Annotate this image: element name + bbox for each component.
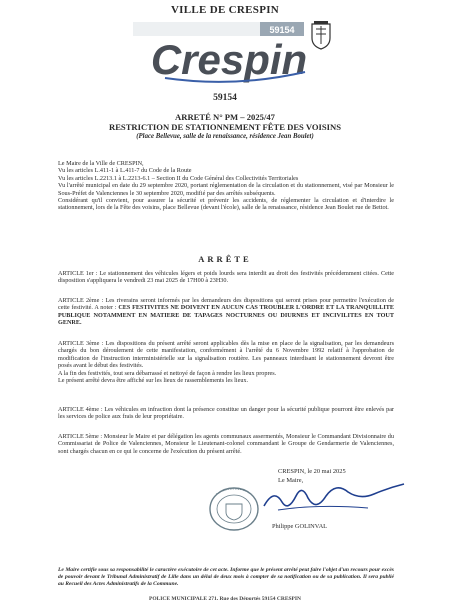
- postcode: 59154: [213, 93, 237, 103]
- arrete-title: [60, 112, 390, 132]
- article-4: ARTICLE 4ème : Les véhicules en infraction dont la présence constitue un danger pour la sécurité publique pourront être enlevés par les services de police aux frais de leur propriétaire.: [58, 406, 394, 421]
- article-3-display: Le présent arrêté devra être affiché sur les lieux de rassemblements les lieux.: [58, 377, 249, 385]
- arrete-number: ARRETÉ N° PM – 2025/47: [175, 112, 275, 122]
- article-3-text: ARTICLE 3ème : Les dispositions du présent arrêté seront applicables dès la mise en place de la signalisation, par les demandeurs chargés du bon déroulement de cette manifestation, conformément à l'arrêté du 6 Novembre 1992 relatif à l'approbation de modification de l'instruction interministérielle sur la signalisation routière. Les panneaux interdisant le stationnement devront être posés avant le début des festivités.: [58, 340, 394, 370]
- signature-role: Le Maire,: [278, 477, 304, 484]
- article-2-text: ARTICLE 2ème : Les riverains seront informés par les demandeurs des dispositions qui seront prises pour permettre l'exécution de cette festivité. A noter :: [58, 297, 394, 312]
- signature-place-date: CRESPIN, le 20 mai 2025: [278, 468, 346, 475]
- article-1: ARTICLE 1er : Le stationnement des véhicules légers et poids lourds sera interdit au droit des festivités précédemment citées. Cette disposition s'appliquera le vendredi 23 mai 2025 de 17H00 à 23H30.: [58, 270, 394, 285]
- mayor-signature: [258, 480, 418, 520]
- mayor-name: Philippe GOLINVAL: [272, 523, 328, 530]
- police-address: POLICE MUNICIPALE 271, Rue des Déportés 59154 CRESPIN: [148, 596, 302, 600]
- vu-arrete-2020: Vu l'arrêté municipal en date du 29 septembre 2020, portant réglementation de la circulation et du stationnement, visé par Monsieur le Sous-Préfet de Valenciennes le 30 septembre 2020, modifié par des arrêtés subséquents.: [58, 182, 394, 197]
- logo-code: 59154: [269, 25, 295, 35]
- coat-of-arms-icon: [312, 21, 330, 49]
- legal-footer: Le Maire certifie sous sa responsabilité le caractère exécutoire de cet acte. Informe que le présent arrêté peut faire l'objet d'un recours pour excès de pouvoir devant le Tribunal Administratif de Lille dans un délai de deux mois à compter de sa notification ou de sa publication. Il sera publié au Recueil des Actes Administratifs de la Commune.: [58, 567, 394, 587]
- mayor-line: Le Maire de la Ville de CRESPIN,: [58, 160, 144, 167]
- article-5: ARTICLE 5ème : Monsieur le Maire et par délégation les agents communaux assermentés, Monsieur le Commandant Divisionnaire du Commissariat de Police de Valenciennes, Monsieur le Lieutenant-colonel commandant le Groupe de Gendarmerie de Valenciennes, sont chargés chacun en ce qui le concerne de l'exécution du présent arrêté.: [58, 433, 394, 455]
- article-2-warning: CES FESTIVITES NE DOIVENT EN AUCUN CAS TROUBLER L'ORDRE ET LA TRANQUILLITE PUBLIQUE NOTAMMENT EN MATIERE DE TAPAGES NOCTURNES OU DIURNES ET INCIVILITES EN TOUT GENRE.: [58, 304, 395, 327]
- preamble: [58, 160, 394, 212]
- crespin-logo: [125, 16, 345, 91]
- article-3-cleanup: A la fin des festivités, tout sera débarrassé et nettoyé de façon à rendre les lieux propres.: [58, 369, 277, 377]
- article-3: [58, 340, 394, 384]
- arrete-heading: ARRÊTE: [198, 254, 252, 264]
- logo-word: Crespin: [150, 36, 308, 83]
- official-stamp-icon: [206, 484, 262, 534]
- arrete-location: (Place Bellevue, salle de la renaissance, résidence Jean Boulet): [136, 133, 314, 140]
- article-2: [58, 297, 394, 327]
- considerant: Considérant qu'il convient, pour assurer la sécurité et prévenir les accidents, de réglementer la circulation et d'interdire le stationnement, lors de la Fête des voisins, place Bellevue (devant l'école), salle de la renaissance, résidence Jean Boulet rue de Bettot.: [58, 197, 394, 212]
- vu-cgct: Vu les articles L.2213.1 à L.2213-6.1 – Section II du Code Général des Collectivités Territoriales: [58, 174, 299, 182]
- arrete-subject: RESTRICTION DE STATIONNEMENT FÊTE DES VOISINS: [108, 122, 341, 132]
- vu-code-route: Vu les articles L.411-1 à L.411-7 du Code de la Route: [58, 167, 192, 175]
- town-heading: VILLE DE CRESPIN: [170, 4, 280, 16]
